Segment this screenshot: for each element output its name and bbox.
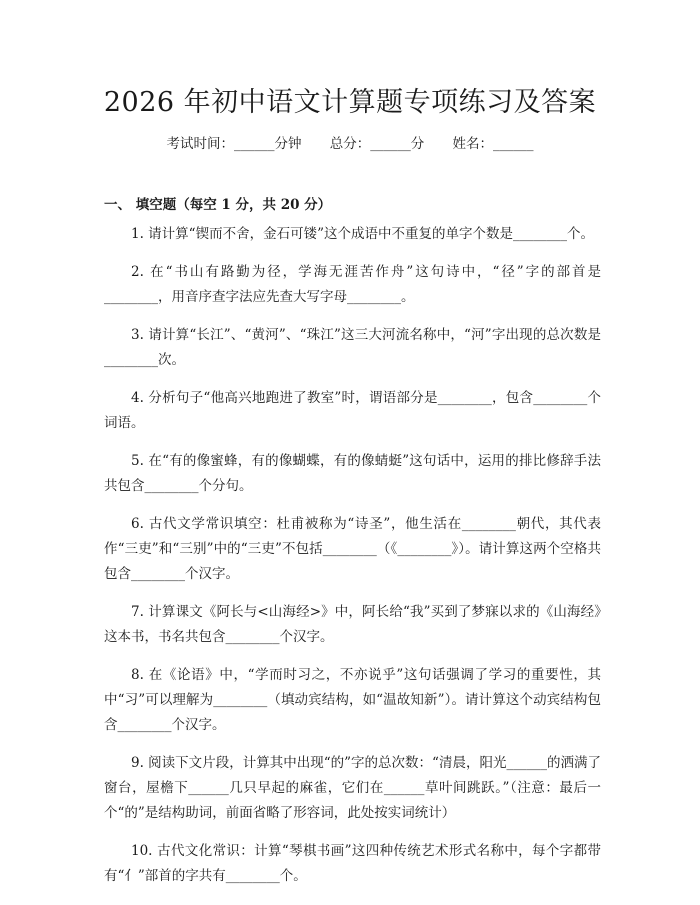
question-item: 6. 古代文学常识填空：杜甫被称为“诗圣”，他生活在________朝代，其代表作“三吏”和“三别”中的“三吏”不包括________（《________》）。请计算这两个空格共包含________个汉字。	[104, 516, 601, 582]
question-item: 10. 古代文化常识：计算“琴棋书画”这四种传统艺术形式名称中，每个字都带有“亻”部首的字共有________个。	[104, 843, 601, 884]
student-name: 姓名：______	[452, 136, 534, 152]
question-list	[104, 222, 601, 902]
page-title: 2026 年初中语文计算题专项练习及答案	[103, 87, 597, 118]
question-item: 3. 请计算“长江”、“黄河”、“珠江”这三大河流名称中，“河”字出现的总次数是________次。	[104, 327, 601, 368]
question-item: 2. 在“书山有路勤为径，学海无涯苦作舟”这句诗中，“径”字的部首是________，用音序查字法应先查大写字母________。	[104, 264, 601, 305]
exam-time: 考试时间：______分钟	[166, 136, 302, 152]
question-item: 9. 阅读下文片段，计算其中出现“的”字的总次数：“清晨，阳光______的洒满了窗台，屋檐下______几只早起的麻雀，它们在______草叶间跳跃。”（注意：最后一个“的”是结构助词，前面省略了形容词，此处按实词统计）	[104, 755, 601, 821]
question-item: 1. 请计算“锲而不舍，金石可镂”这个成语中不重复的单字个数是________个。	[131, 226, 594, 242]
question-item: 7. 计算课文《阿长与<山海经>》中，阿长给“我”买到了梦寐以求的《山海经》这本书，书名共包含________个汉字。	[104, 604, 601, 645]
question-item: 4. 分析句子“他高兴地跑进了教室”时，谓语部分是________，包含________个词语。	[104, 390, 601, 431]
section-heading: 一、 填空题（每空 1 分，共 20 分）	[104, 197, 332, 213]
exam-meta	[0, 132, 700, 152]
question-item: 8. 在《论语》中，“学而时习之，不亦说乎”这句话强调了学习的重要性，其中“习”可以理解为________（填动宾结构，如“温故知新”）。请计算这个动宾结构包含________个汉字。	[104, 667, 601, 733]
exam-total-score: 总分：______分	[329, 136, 425, 152]
question-item: 5. 在“有的像蜜蜂，有的像蝴蝶，有的像蜻蜓”这句话中，运用的排比修辞手法共包含________个分句。	[104, 453, 601, 494]
